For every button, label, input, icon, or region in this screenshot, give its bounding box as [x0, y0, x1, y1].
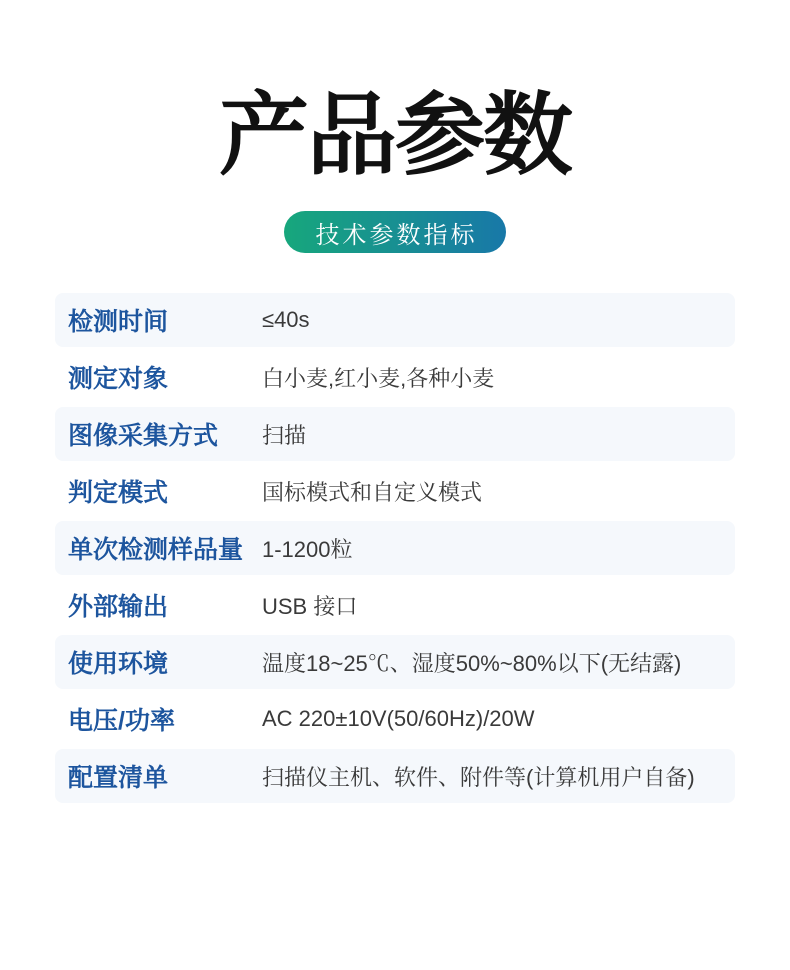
spec-value: 扫描	[262, 422, 307, 448]
spec-row-9	[55, 749, 735, 803]
spec-label: 判定模式	[68, 479, 169, 507]
spec-row-6	[55, 578, 735, 632]
spec-table	[55, 293, 735, 803]
spec-value: ≤40s	[262, 307, 310, 332]
spec-value: 白小麦,红小麦,各种小麦	[262, 365, 495, 391]
spec-row-8	[55, 692, 735, 746]
spec-label: 配置清单	[68, 764, 169, 792]
spec-value: AC 220±10V(50/60Hz)/20W	[262, 706, 535, 731]
spec-row-1	[55, 293, 735, 347]
spec-row-3	[55, 407, 735, 461]
spec-label: 外部输出	[68, 593, 169, 621]
spec-row-7	[55, 635, 735, 689]
section-badge	[284, 211, 506, 253]
spec-value: 温度18~25℃、湿度50%~80%以下(无结露)	[262, 650, 682, 676]
page-title: 产品参数	[219, 82, 571, 188]
spec-label: 电压/功率	[68, 707, 175, 735]
spec-row-4	[55, 464, 735, 518]
spec-value: 1-1200粒	[262, 536, 353, 562]
spec-value: 扫描仪主机、软件、附件等(计算机用户自备)	[262, 764, 695, 790]
spec-label: 图像采集方式	[68, 422, 219, 450]
spec-label: 使用环境	[68, 650, 169, 678]
spec-value: 国标模式和自定义模式	[262, 479, 483, 505]
spec-value: USB 接口	[262, 593, 358, 619]
section-badge-label: 技术参数指标	[315, 221, 478, 249]
spec-row-5	[55, 521, 735, 575]
spec-row-2	[55, 350, 735, 404]
spec-label: 检测时间	[68, 308, 169, 336]
spec-label: 测定对象	[68, 365, 169, 393]
spec-label: 单次检测样品量	[68, 536, 244, 564]
